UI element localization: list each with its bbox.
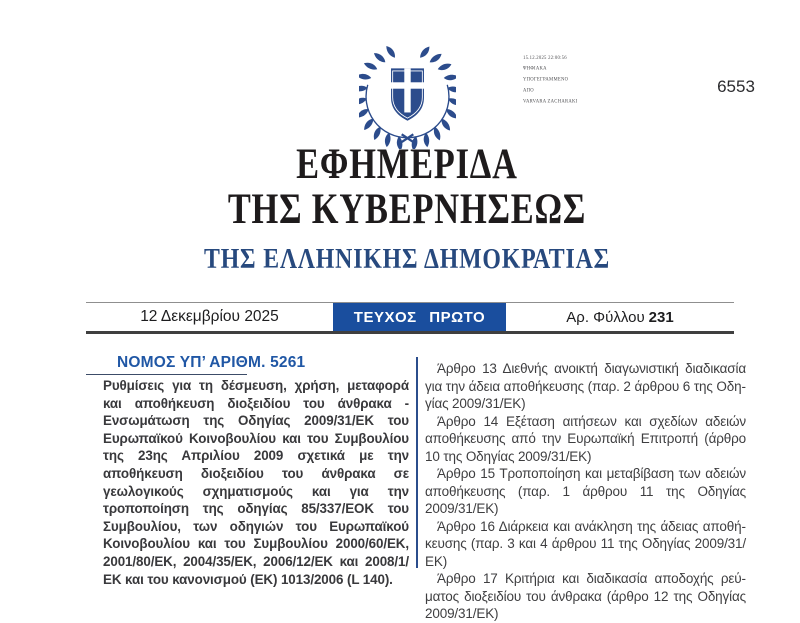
column-divider: [416, 357, 418, 568]
greek-coat-of-arms-icon: [359, 41, 456, 149]
digital-signature-stamp: [523, 52, 658, 107]
stamp-datetime: 15.12.2025 22:00:56: [523, 54, 567, 60]
issue-date: 12 Δεκεμβρίου 2025: [140, 308, 279, 325]
toc-article-14: Άρθρο 14 Εξέταση αιτήσεων και σχεδίων αδειών αποθήκευσης από την Ευρωπαϊκή Επιτροπή (άρθρο 10 της Οδηγίας 2009/31/ΕΚ): [425, 413, 746, 464]
law-summary-paragraph: Ρυθμίσεις για τη δέσμευση, χρήση, μεταφορά και αποθήκευση διοξειδίου του άνθρακα - Ενσωμάτωση της Οδηγίας 2009/31/ΕΚ του Ευρωπαϊκού Κοινοβουλίου και του Συμβουλίου της 23ης Απριλίου 2009 σχετικά με την αποθήκευση διοξειδίου του άνθρακα σε γεωλογικούς σχηματισμούς και για την τροποποίηση της οδηγίας 85/337/ΕΟΚ του Συμβουλίου, των οδηγιών του Ευρωπαϊκού Κοινοβουλίου και του Συμβουλίου 2000/60/ΕΚ, 2001/80/ΕΚ, 2004/35/ΕΚ, 2006/12/ΕΚ και 2008/1/ΕΚ και του κανονισμού (ΕΚ) 1013/2006 (L 140).: [103, 378, 409, 587]
sheet-number-value: 231: [648, 308, 674, 326]
toc-article-13: Άρθρο 13 Διεθνής ανοικτή διαγωνιστική διαδικασία για την άδεια αποθήκευσης (παρ. 2 άρθρου 6 της Οδηγίας 2009/31/ΕΚ): [425, 361, 746, 411]
stamp-line: ΨΗΦΙΑΚΑ: [523, 65, 547, 71]
stamp-signer: VARVARA ZACHARAKI: [523, 98, 578, 104]
law-number-heading: ΝΟΜΟΣ ΥΠ’ ΑΡΙΘΜ. 5261: [117, 354, 306, 371]
issue-info-bar: [86, 302, 734, 334]
cross-horizontal: [391, 82, 424, 88]
sheet-number-cell: [506, 303, 734, 331]
stamp-line: ΥΠΟΓΕΓΡΑΜΜΕΝΟ: [523, 76, 569, 82]
left-column: [86, 353, 409, 588]
right-column: [425, 360, 746, 623]
heading-underline: [86, 374, 247, 375]
sheet-number-label: Αρ. Φύλλου: [566, 308, 645, 326]
issue-type-badge: ΤΕΥΧΟΣ ΠΡΩΤΟ: [333, 303, 506, 331]
gazette-title-line2: ΤΗΣ ΚΥΒΕΡΝΗΣΕΩΣ: [227, 186, 587, 233]
cross-vertical: [404, 68, 410, 112]
toc-article-15: Άρθρο 15 Τροποποίηση και μεταβίβαση των αδειών αποθήκευσης (παρ. 1 άρθρου 11 της Οδηγίας 2009/31/ΕΚ): [425, 466, 746, 516]
stamp-line: ΑΠΟ: [523, 87, 534, 93]
gazette-subtitle: ΤΗΣ ΕΛΛΗΝΙΚΗΣ ΔΗΜΟΚΡΑΤΙΑΣ: [203, 244, 611, 275]
gazette-title-line1: ΕΦΗΜΕΡΙΔΑ: [296, 141, 518, 188]
page-number: 6553: [717, 77, 755, 96]
toc-article-16: Άρθρο 16 Διάρκεια και ανάκληση της άδειας αποθήκευσης (παρ. 3 και 4 άρθρου 11 της Οδηγίας 2009/31/ΕΚ): [425, 518, 746, 569]
toc-article-17: Άρθρο 17 Κριτήρια και διαδικασία αποδοχής ρεύματος διοξειδίου του άνθρακα (άρθρο 12 της Οδηγίας 2009/31/ΕΚ): [425, 571, 746, 621]
